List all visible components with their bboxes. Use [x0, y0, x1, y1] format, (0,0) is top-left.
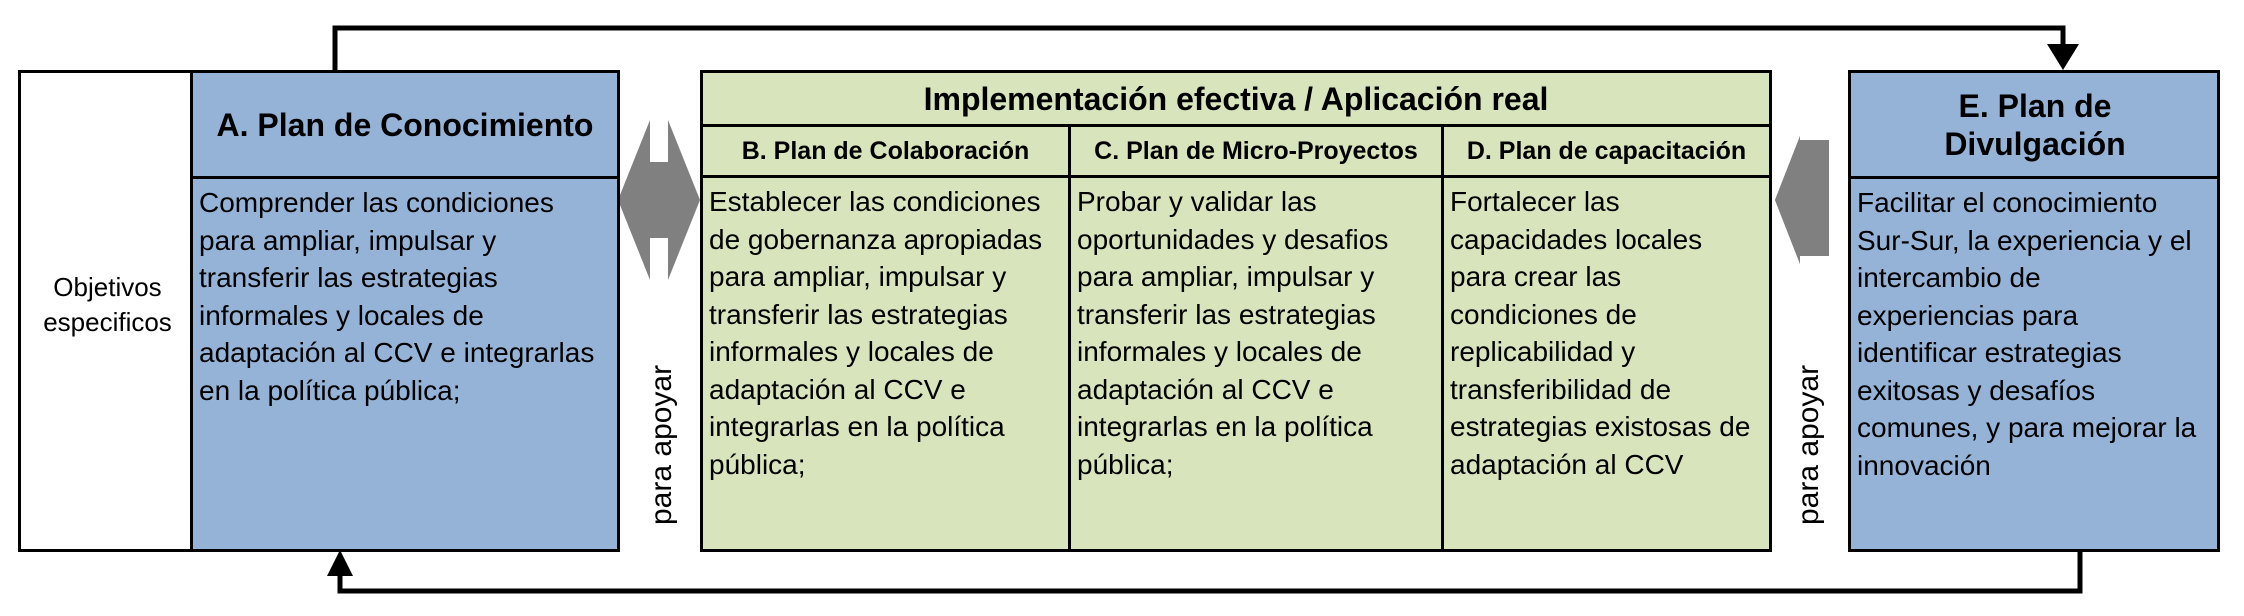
- plan-b-title: B. Plan de Colaboración: [741, 136, 1030, 165]
- plan-d-text: Fortalecer las capacidades locales para crear las condiciones de replicabilidad y transferibilidad de estrategias existosas de adaptación al CCV: [1450, 186, 1751, 480]
- objectives-label: Objetivos especificos: [43, 272, 172, 337]
- plan-c-title: C. Plan de Micro-Proyectos: [1094, 136, 1418, 165]
- support-label-right: para apoyar: [1792, 364, 1825, 525]
- plan-a-text: Comprender las condiciones para ampliar, impulsar y transferir las estrategias informales y locales de adaptación al CCV e integrarlas en la política pública;: [199, 187, 595, 406]
- plans-header-divider: [700, 175, 1772, 178]
- bottom-feedback-line: [340, 550, 2080, 591]
- double-arrow-left: [618, 120, 700, 280]
- plan-e-divider: [1848, 176, 2220, 179]
- support-label-left: para apoyar: [645, 364, 678, 525]
- plan-d-title: D. Plan de capacitación: [1466, 136, 1747, 165]
- plan-b-text: Establecer las condiciones de gobernanza apropiadas para ampliar, impulsar y transferir las estrategias informales y locales de adaptación al CCV e integrarlas en la política pública;: [709, 186, 1043, 480]
- arrow-from-plan-e-body: [1775, 136, 1800, 264]
- bottom-feedback-arrowhead: [327, 550, 353, 576]
- plan-a-title: A. Plan de Conocimiento: [216, 106, 594, 143]
- top-feedback-line: [335, 28, 2063, 70]
- plan-e-title: E. Plan de Divulgación: [1944, 88, 2126, 162]
- plan-a-divider: [190, 176, 620, 179]
- plan-e-text: Facilitar el conocimiento Sur-Sur, la experiencia y el intercambio de experiencias para identificar estrategias exitosas y desafíos comunes, y para mejorar la innovación: [1857, 187, 2197, 481]
- top-feedback-arrowhead: [2047, 44, 2079, 70]
- implementation-title: Implementación efectiva / Aplicación real: [923, 80, 1549, 117]
- plan-c-text: Probar y validar las oportunidades y desafios para ampliar, impulsar y transferir las estrategias informales y locales de adaptación al CCV e integrarlas en la política pública;: [1077, 186, 1389, 480]
